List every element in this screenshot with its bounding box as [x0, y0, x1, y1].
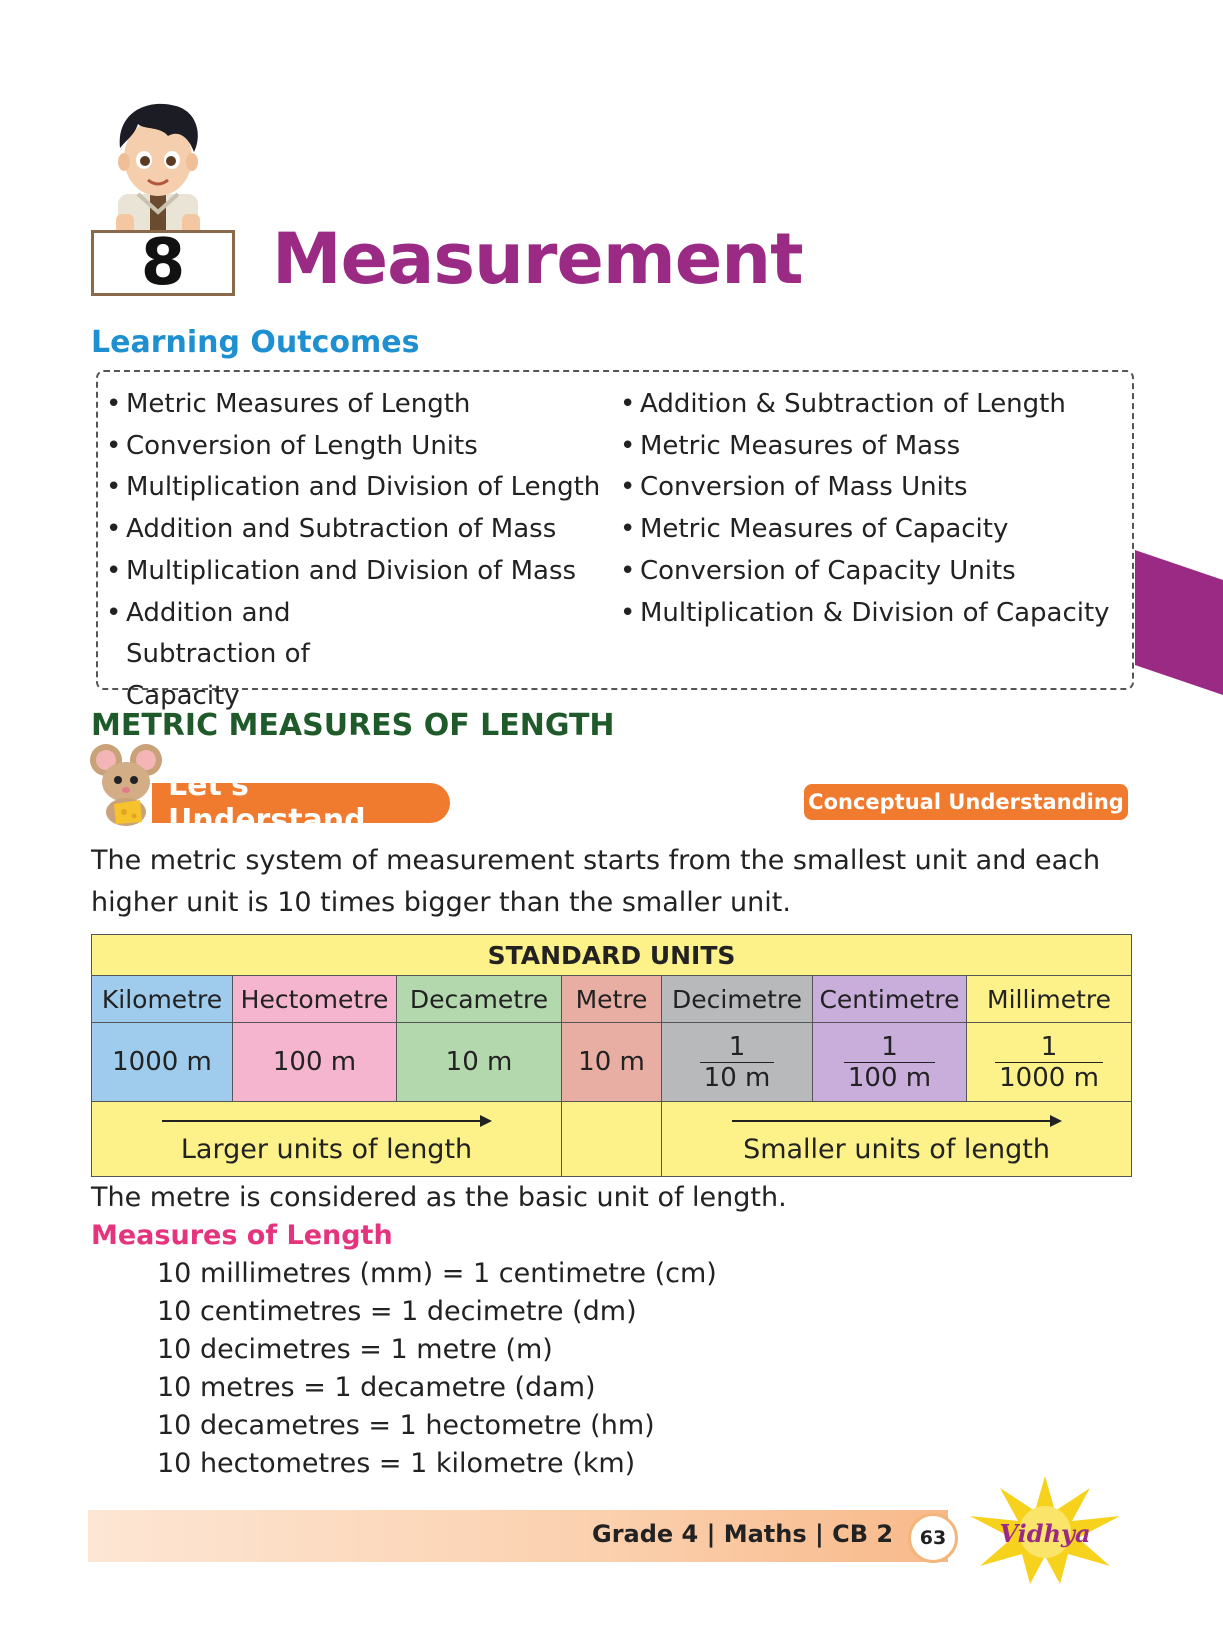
- page-number: [908, 1513, 958, 1563]
- unit-name-hectometre: Hectometre: [233, 976, 397, 1023]
- arrow-right-icon: [162, 1114, 492, 1128]
- list-item: • Metric Measures of Mass: [618, 426, 1128, 468]
- larger-units-cell: [92, 1102, 562, 1177]
- learning-outcomes-box: [96, 370, 1134, 711]
- fraction-denominator: 10 m: [703, 1062, 771, 1093]
- measure-line: 10 centimetres = 1 decimetre (dm): [157, 1296, 637, 1327]
- unit-value-centimetre: [813, 1023, 967, 1102]
- fraction: [844, 1032, 935, 1093]
- conceptual-understanding-tag: Conceptual Understanding: [804, 784, 1128, 820]
- list-item: • Multiplication and Division of Mass: [104, 551, 604, 593]
- unit-value-metre: 10 m: [562, 1023, 662, 1102]
- unit-name-metre: Metre: [562, 976, 662, 1023]
- list-item: • Multiplication & Division of Capacity: [618, 593, 1128, 635]
- measure-line: 10 decametres = 1 hectometre (hm): [157, 1410, 655, 1441]
- mouse-mascot-icon: [88, 742, 168, 828]
- lets-understand-label: Let's Understand: [152, 783, 450, 823]
- intro-paragraph: The metric system of measurement starts from the smallest unit and each higher unit is 10 times bigger than the smaller unit.: [91, 845, 1101, 918]
- table-title: STANDARD UNITS: [92, 935, 1132, 976]
- measure-line: 10 millimetres (mm) = 1 centimetre (cm): [157, 1258, 717, 1289]
- standard-units-table: [91, 934, 1132, 1177]
- larger-units-label: Larger units of length: [180, 1133, 473, 1165]
- measures-heading: Measures of Length: [91, 1220, 393, 1251]
- empty-cell: [562, 1102, 662, 1177]
- outcomes-right-list: [618, 384, 1128, 634]
- unit-value-decametre: 10 m: [397, 1023, 562, 1102]
- unit-name-centimetre: Centimetre: [813, 976, 967, 1023]
- measure-line: 10 metres = 1 decametre (dam): [157, 1372, 596, 1403]
- fraction-numerator: 1: [844, 1032, 935, 1063]
- list-item: • Metric Measures of Capacity: [618, 509, 1128, 551]
- learning-outcomes-heading: Learning Outcomes: [91, 325, 420, 360]
- unit-value-millimetre: [967, 1023, 1132, 1102]
- sun-logo-icon: [960, 1476, 1130, 1586]
- fraction: [995, 1032, 1103, 1093]
- logo-text: Vidhya: [999, 1519, 1091, 1548]
- unit-value-hectometre: 100 m: [233, 1023, 397, 1102]
- page-number-text: 63: [919, 1527, 947, 1549]
- smaller-units-label: Smaller units of length: [743, 1133, 1050, 1165]
- unit-value-kilometre: 1000 m: [92, 1023, 233, 1102]
- list-item: • Multiplication and Division of Length: [104, 467, 604, 509]
- list-item: • Conversion of Mass Units: [618, 467, 1128, 509]
- fraction-numerator: 1: [995, 1032, 1103, 1063]
- unit-name-decimetre: Decimetre: [662, 976, 813, 1023]
- unit-name-kilometre: Kilometre: [92, 976, 233, 1023]
- boy-mascot-icon: [98, 96, 218, 236]
- section-heading: METRIC MEASURES OF LENGTH: [91, 708, 615, 743]
- list-item: • Addition and Subtraction of Capacity: [104, 593, 426, 718]
- fraction-denominator: 1000 m: [999, 1062, 1099, 1093]
- arrow-right-icon: [732, 1114, 1062, 1128]
- side-tab-decoration: [1135, 550, 1223, 695]
- fraction-numerator: 1: [700, 1032, 775, 1063]
- fraction-denominator: 100 m: [847, 1062, 932, 1093]
- unit-name-decametre: Decametre: [397, 976, 562, 1023]
- list-item: • Addition & Subtraction of Length: [618, 384, 1128, 426]
- outcomes-left-list: [104, 384, 604, 718]
- list-item: • Addition and Subtraction of Mass: [104, 509, 604, 551]
- list-item: • Conversion of Capacity Units: [618, 551, 1128, 593]
- unit-value-decimetre: [662, 1023, 813, 1102]
- smaller-units-cell: [662, 1102, 1132, 1177]
- chapter-title: Measurement: [272, 218, 803, 300]
- measure-line: 10 decimetres = 1 metre (m): [157, 1334, 553, 1365]
- footer-text: Grade 4 | Maths | CB 2: [592, 1520, 894, 1548]
- fraction: [700, 1032, 775, 1093]
- chapter-number-box: [91, 226, 235, 300]
- chapter-number: 8: [140, 226, 186, 300]
- measure-line: 10 hectometres = 1 kilometre (km): [157, 1448, 636, 1479]
- list-item: • Metric Measures of Length: [104, 384, 604, 426]
- list-item: • Conversion of Length Units: [104, 426, 604, 468]
- basic-unit-note: The metre is considered as the basic unit of length.: [91, 1182, 787, 1213]
- unit-name-millimetre: Millimetre: [967, 976, 1132, 1023]
